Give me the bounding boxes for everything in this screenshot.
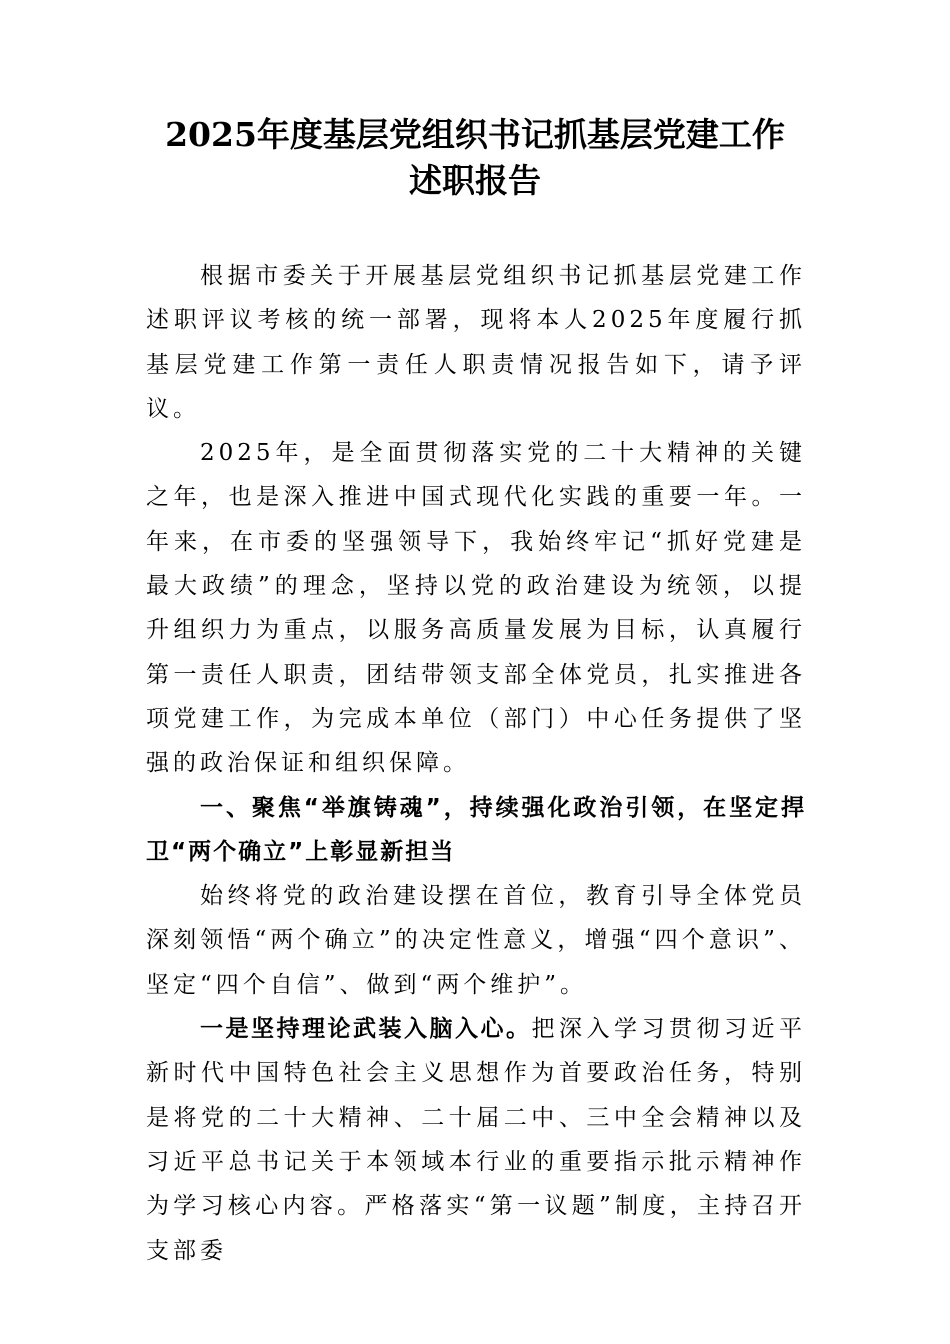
paragraph-overview: 2025年，是全面贯彻落实党的二十大精神的关键之年，也是深入推进中国式现代化实践的重要一年。一年来，在市委的坚强领导下，我始终牢记“抓好党建是最大政绩”的理念，坚持以党的政治建设为统领，以提升组织力为重点，以服务高质量发展为目标，认真履行第一责任人职责，团结带领支部全体党员，扎实推进各项党建工作，为完成本单位（部门）中心任务提供了坚强的政治保证和组织保障。: [146, 440, 806, 777]
title-line-2: 述职报告: [409, 161, 541, 200]
section-heading-1: 一、聚焦“举旗铸魂”，持续强化政治引领，在坚定捍卫“两个确立”上彰显新担当: [146, 794, 806, 865]
document-title: [100, 112, 850, 204]
paragraph-intro: 根据市委关于开展基层党组织书记抓基层党建工作述职评议考核的统一部署，现将本人2025年度履行抓基层党建工作第一责任人职责情况报告如下，请予评议。: [146, 263, 806, 422]
point-1-lead: 一是坚持理论武装入脑入心。: [200, 1016, 532, 1043]
title-line-1: 2025年度基层党组织书记抓基层党建工作: [165, 115, 785, 154]
document-body: [146, 254, 806, 1273]
point-1-text: 把深入学习贯彻习近平新时代中国特色社会主义思想作为首要政治任务，特别是将党的二十大精神、二十届二中、三中全会精神以及习近平总书记关于本领域本行业的重要指示批示精神作为学习核心内容。严格落实“第一议题”制度，主持召开支部委: [146, 1016, 806, 1264]
paragraph-point-1: [146, 1007, 806, 1273]
paragraph-section-1: 始终将党的政治建设摆在首位，教育引导全体党员深刻领悟“两个确立”的决定性意义，增强“四个意识”、坚定“四个自信”、做到“两个维护”。: [146, 883, 806, 998]
